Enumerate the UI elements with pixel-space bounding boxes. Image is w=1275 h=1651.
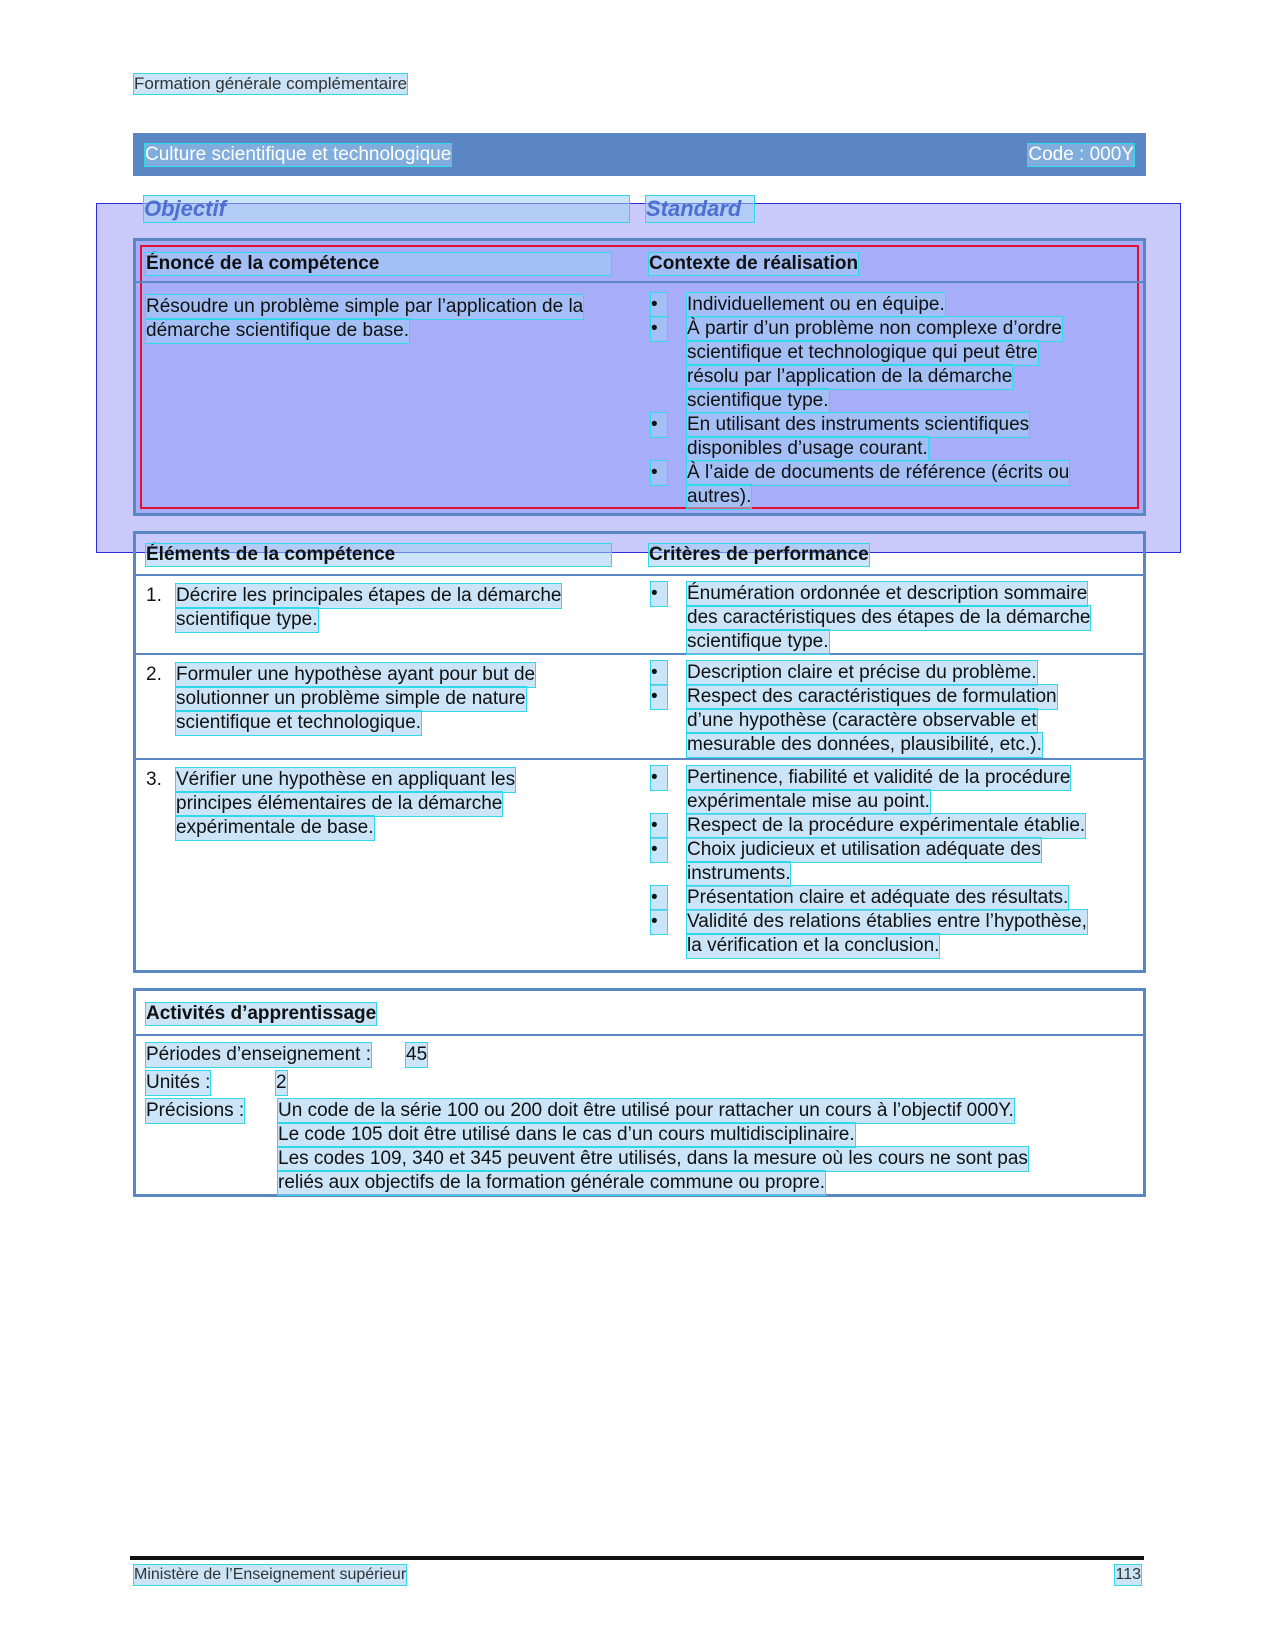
criterion-item xyxy=(649,886,1129,910)
element-description xyxy=(146,584,616,632)
element-description xyxy=(146,768,616,840)
elements-header: Éléments de la compétence xyxy=(146,544,611,566)
competence-statement xyxy=(146,295,616,343)
footer-ministry: Ministère de l’Enseignement supérieur xyxy=(134,1566,407,1583)
element-line: Décrire les principales étapes de la démarche xyxy=(176,585,562,606)
context-item-line: scientifique type. xyxy=(687,390,829,411)
element-row xyxy=(136,760,1143,970)
elements-header-row xyxy=(136,534,1143,576)
statement-line: Résoudre un problème simple par l’application de la xyxy=(146,296,584,317)
context-item xyxy=(649,413,1129,461)
criterion-item xyxy=(649,766,1129,814)
criterion-item-line: la vérification et la conclusion. xyxy=(687,935,940,956)
criterion-item-line: expérimentale mise au point. xyxy=(687,791,930,812)
element-line: solutionner un problème simple de nature xyxy=(176,688,526,709)
element-description xyxy=(146,663,616,735)
criterion-item-line: scientifique type. xyxy=(687,631,829,652)
element-number: 1. xyxy=(146,585,162,606)
criterion-item xyxy=(649,838,1129,886)
bullet-icon: • xyxy=(651,886,667,910)
context-item-line: À partir d’un problème non complexe d’ordre xyxy=(687,318,1062,339)
criterion-item xyxy=(649,661,1129,685)
precision-line: Un code de la série 100 ou 200 doit être utilisé pour rattacher un cours à l’objectif 000Y. xyxy=(278,1100,1014,1121)
standard-label: Standard xyxy=(646,196,754,222)
precisions-label: Précisions : xyxy=(146,1100,245,1121)
competence-statement-header: Énoncé de la compétence xyxy=(146,253,611,275)
periods-label: Périodes d’enseignement : xyxy=(146,1044,371,1065)
criterion-item-line: Énumération ordonnée et description sommaire xyxy=(687,583,1088,604)
bullet-icon: • xyxy=(651,317,667,341)
criterion-item-line: instruments. xyxy=(687,863,791,884)
units-label: Unités : xyxy=(146,1072,211,1093)
context-item xyxy=(649,461,1129,509)
element-line: Formuler une hypothèse ayant pour but de xyxy=(176,664,536,685)
statement-line: démarche scientifique de base. xyxy=(146,320,409,341)
element-line: scientifique type. xyxy=(176,609,318,630)
criterion-item-line: d’une hypothèse (caractère observable et xyxy=(687,710,1037,731)
element-number: 3. xyxy=(146,769,162,790)
bullet-icon: • xyxy=(651,293,667,317)
context-item-line: En utilisant des instruments scientifiques xyxy=(687,414,1030,435)
criterion-item-line: des caractéristiques des étapes de la démarche xyxy=(687,607,1091,628)
elements-table xyxy=(133,531,1146,973)
page-number: 113 xyxy=(1115,1566,1141,1583)
bullet-icon: • xyxy=(651,661,667,685)
criteria-list xyxy=(649,661,1129,757)
criterion-item xyxy=(649,582,1129,654)
criterion-item-line: Validité des relations établies entre l’hypothèse, xyxy=(687,911,1087,932)
context-item-line: scientifique et technologique qui peut être xyxy=(687,342,1038,363)
course-title-bar xyxy=(133,133,1146,176)
criteria-header: Critères de performance xyxy=(649,544,869,565)
objectif-label: Objectif xyxy=(144,196,629,222)
element-line: principes élémentaires de la démarche xyxy=(176,793,503,814)
context-item-line: autres). xyxy=(687,486,752,507)
bullet-icon: • xyxy=(651,910,667,934)
precision-line: reliés aux objectifs de la formation générale commune ou propre. xyxy=(278,1172,826,1193)
precision-line: Les codes 109, 340 et 345 peuvent être utilisés, dans la mesure où les cours ne sont pas xyxy=(278,1148,1028,1169)
criterion-item-line: Respect de la procédure expérimentale établie. xyxy=(687,815,1086,836)
context-item-line: Individuellement ou en équipe. xyxy=(687,294,945,315)
bullet-icon: • xyxy=(651,413,667,437)
course-code: Code : 000Y xyxy=(1028,144,1134,165)
criterion-item-line: Description claire et précise du problème. xyxy=(687,662,1037,683)
activities-header: Activités d’apprentissage xyxy=(146,1003,377,1024)
activities-table xyxy=(133,988,1146,1197)
criterion-item-line: mesurable des données, plausibilité, etc.). xyxy=(687,734,1042,755)
precision-line: Le code 105 doit être utilisé dans le cas d’un cours multidisciplinaire. xyxy=(278,1124,855,1145)
context-item-line: À l’aide de documents de référence (écrits ou xyxy=(687,462,1070,483)
precisions-text xyxy=(278,1099,1028,1195)
document-header: Formation générale complémentaire xyxy=(134,74,408,93)
element-line: expérimentale de base. xyxy=(176,817,374,838)
bullet-icon: • xyxy=(651,461,667,485)
criterion-item-line: Respect des caractéristiques de formulation xyxy=(687,686,1057,707)
element-number: 2. xyxy=(146,664,162,685)
units-value: 2 xyxy=(276,1072,287,1093)
activities-header-row xyxy=(136,991,1143,1036)
periods-value: 45 xyxy=(406,1044,428,1065)
criterion-item xyxy=(649,814,1129,838)
element-line: Vérifier une hypothèse en appliquant les xyxy=(176,769,516,790)
context-item-line: résolu par l’application de la démarche xyxy=(687,366,1013,387)
bullet-icon: • xyxy=(651,685,667,709)
context-list xyxy=(649,293,1129,509)
course-title: Culture scientifique et technologique xyxy=(145,144,452,165)
context-item xyxy=(649,317,1129,413)
criterion-item xyxy=(649,685,1129,757)
criteria-list xyxy=(649,582,1129,654)
competence-header-row xyxy=(136,241,1143,283)
criterion-item-line: Pertinence, fiabilité et validité de la procédure xyxy=(687,767,1071,788)
criteria-list xyxy=(649,766,1129,958)
criterion-item-line: Choix judicieux et utilisation adéquate des xyxy=(687,839,1041,860)
context-header: Contexte de réalisation xyxy=(649,253,859,274)
element-row xyxy=(136,655,1143,760)
bullet-icon: • xyxy=(651,766,667,790)
context-item-line: disponibles d’usage courant. xyxy=(687,438,928,459)
competence-table xyxy=(133,238,1146,516)
context-item xyxy=(649,293,1129,317)
bullet-icon: • xyxy=(651,582,667,606)
bullet-icon: • xyxy=(651,814,667,838)
criterion-item xyxy=(649,910,1129,958)
criterion-item-line: Présentation claire et adéquate des résultats. xyxy=(687,887,1069,908)
element-line: scientifique et technologique. xyxy=(176,712,422,733)
element-row xyxy=(136,576,1143,655)
bullet-icon: • xyxy=(651,838,667,862)
footer-rule xyxy=(130,1556,1144,1560)
